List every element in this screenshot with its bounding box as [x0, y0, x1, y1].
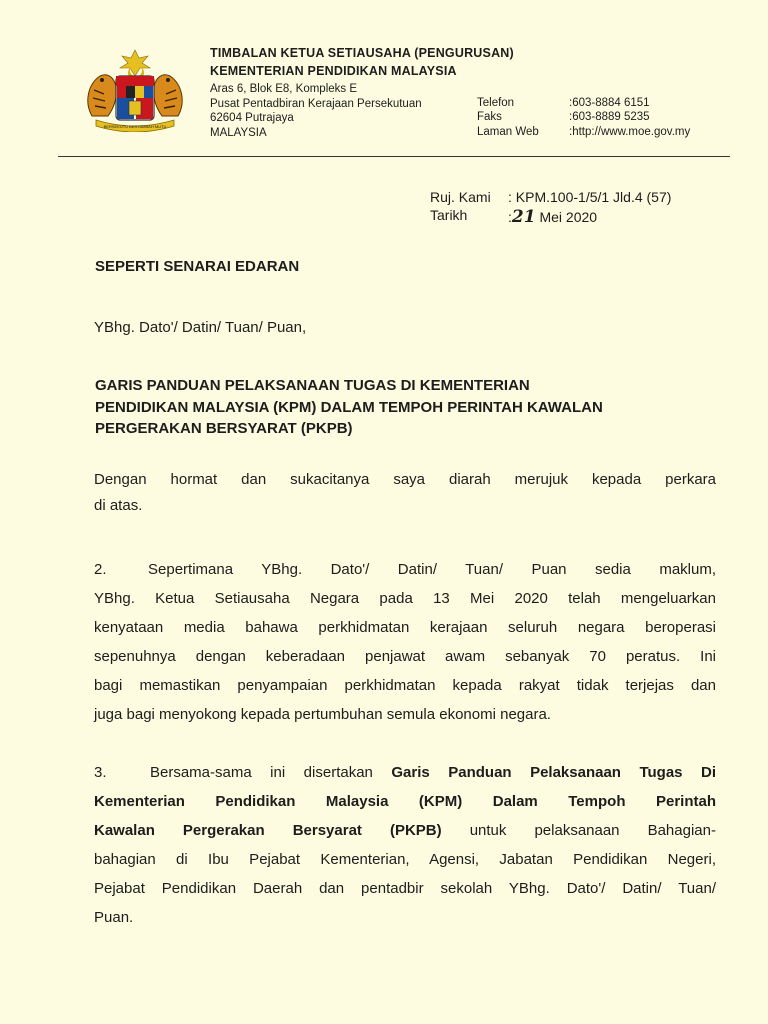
paragraph-line: YBhg. Ketua Setiausaha Negara pada 13 Mei 2020 telah mengeluarkan [94, 590, 716, 607]
paragraph-text: untuk pelaksanaan Bahagian- [469, 822, 716, 839]
paragraph-line: Dengan hormat dan sukacitanya saya diarah merujuk kepada perkara [94, 471, 716, 488]
paragraph-text: Bersama-sama ini disertakan [150, 764, 373, 781]
handwritten-day: 21 [511, 207, 536, 227]
date-colon: : [508, 209, 512, 225]
paragraph-3 [94, 764, 716, 934]
address-line: MALAYSIA [210, 127, 267, 139]
paragraph-text: Sepertimana YBhg. Dato'/ Datin/ Tuan/ Puan sedia maklum, [148, 561, 716, 578]
paragraph-first-line [94, 561, 716, 578]
guideline-title-bold: Kawalan Pergerakan Bersyarat (PKPB) [94, 822, 442, 839]
address-line: 62604 Putrajaya [210, 112, 294, 124]
paragraph-line: Pejabat Pendidikan Daerah dan pentadbir sekolah YBhg. Dato'/ Datin/ Tuan/ [94, 880, 716, 897]
paragraph-line: kenyataan media bahawa perkhidmatan kerajaan seluruh negara beroperasi [94, 619, 716, 636]
date-value [508, 207, 597, 227]
address-line: Pusat Pentadbiran Kerajaan Persekutuan [210, 98, 422, 110]
paragraph-2 [94, 561, 716, 731]
paragraph-line: juga bagi menyokong kepada pertumbuhan semula ekonomi negara. [94, 706, 551, 723]
subject-title-line: GARIS PANDUAN PELAKSANAAN TUGAS DI KEMENTERIAN [95, 377, 530, 394]
paragraph-1 [94, 471, 716, 521]
date-label: Tarikh [430, 207, 468, 223]
coat-of-arms-icon [80, 46, 190, 132]
paragraph-line: bahagian di Ibu Pejabat Kementerian, Agensi, Jabatan Pendidikan Negeri, [94, 851, 716, 868]
contact-label-web: Laman Web [477, 126, 539, 138]
paragraph-line [94, 793, 716, 810]
reference-label: Ruj. Kami [430, 189, 491, 205]
letterhead-divider [58, 156, 730, 157]
paragraph-number: 2. [94, 561, 107, 578]
paragraph-line: sepenuhnya dengan keberadaan penjawat awam sebanyak 70 peratus. Ini [94, 648, 716, 665]
paragraph-number: 3. [94, 764, 107, 781]
contact-value-faks: :603-8889 5235 [569, 111, 650, 123]
contact-label-telefon: Telefon [477, 97, 515, 109]
paragraph-first-line [94, 764, 716, 781]
reference-number: : KPM.100-1/5/1 Jld.4 (57) [508, 189, 672, 205]
paragraph-line: Puan. [94, 909, 134, 926]
paragraph-line: di atas. [94, 497, 143, 514]
paragraph-line [94, 822, 716, 839]
recipient-heading: SEPERTI SENARAI EDARAN [95, 258, 300, 275]
contact-value-telefon: :603-8884 6151 [569, 97, 650, 109]
address-line: Aras 6, Blok E8, Kompleks E [210, 83, 358, 95]
office-title: TIMBALAN KETUA SETIAUSAHA (PENGURUSAN) [210, 46, 514, 60]
paragraph-line: bagi memastikan penyampaian perkhidmatan kepada rakyat tidak terjejas dan [94, 677, 716, 694]
subject-title-line: PENDIDIKAN MALAYSIA (KPM) DALAM TEMPOH PERINTAH KAWALAN [95, 399, 603, 416]
crest-motto: BERSEKUTU BERTAMBAH MUTU [103, 124, 167, 129]
subject-title-line: PERGERAKAN BERSYARAT (PKPB) [95, 420, 353, 437]
guideline-title-bold: Kementerian Pendidikan Malaysia (KPM) Dalam Tempoh Perintah [94, 793, 716, 810]
contact-value-web: :http://www.moe.gov.my [569, 126, 691, 138]
salutation: YBhg. Dato'/ Datin/ Tuan/ Puan, [94, 319, 307, 336]
contact-label-faks: Faks [477, 111, 502, 123]
ministry-name: KEMENTERIAN PENDIDIKAN MALAYSIA [210, 64, 457, 78]
guideline-title-bold: Garis Panduan Pelaksanaan Tugas Di [391, 764, 716, 781]
date-month-year: Mei 2020 [539, 209, 598, 225]
